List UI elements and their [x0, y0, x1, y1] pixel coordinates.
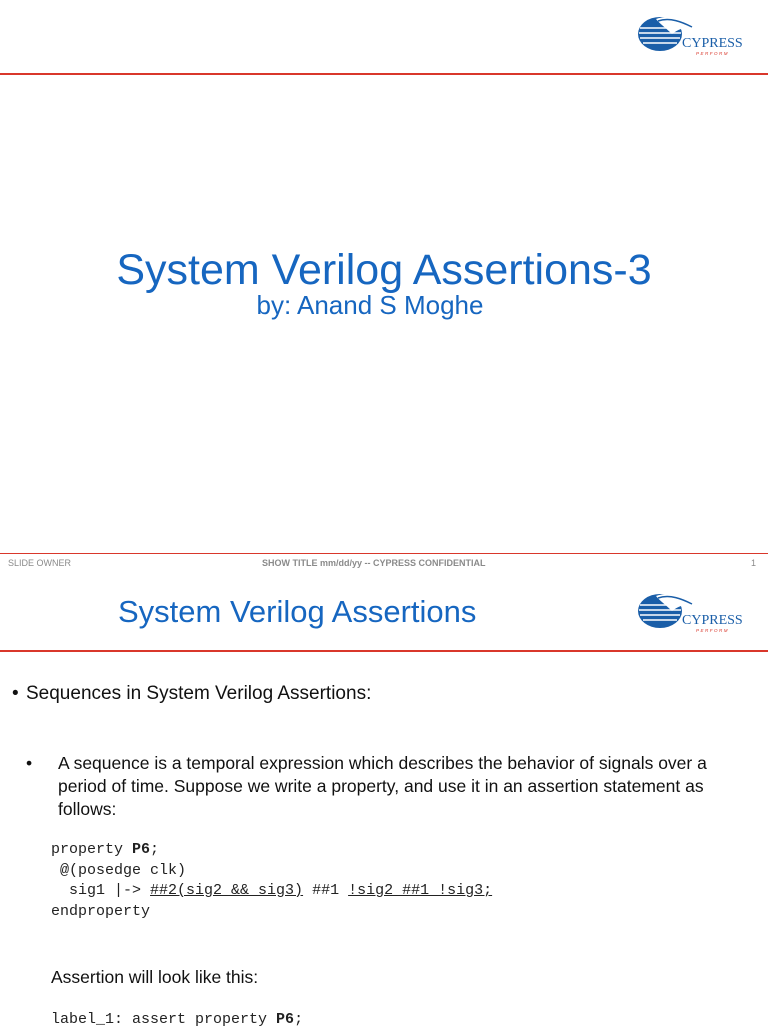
- svg-text:PERFORM: PERFORM: [696, 628, 729, 633]
- header-rule: [0, 650, 768, 652]
- page-number: 1: [750, 558, 756, 568]
- cypress-logo: [636, 14, 743, 56]
- slide-subtitle: by: Anand S Moghe: [256, 290, 484, 320]
- slide-2: [0, 578, 768, 1028]
- header-rule: [0, 73, 768, 75]
- slide-title: System Verilog Assertions-3: [116, 246, 652, 294]
- slide-footer: [0, 553, 768, 579]
- bullet-item: • Sequences in System Verilog Assertions:: [12, 683, 372, 704]
- cypress-logo: [636, 591, 743, 633]
- assertion-label: Assertion will look like this:: [51, 967, 259, 987]
- assert-code: label_1: assert property P6;: [51, 1011, 304, 1028]
- code-block: property P6; @(posedge clk) sig1 |-> ##2(sig2 && sig3) ##1 !sig2 ##1 !sig3; endproperty: [51, 841, 493, 920]
- footer-owner: SLIDE OWNER: [8, 558, 72, 568]
- logo-text: CYPRESS: [682, 36, 743, 51]
- footer-confidential: SHOW TITLE mm/dd/yy -- CYPRESS CONFIDENTIAL: [262, 558, 486, 568]
- svg-text:PERFORM: PERFORM: [696, 51, 729, 56]
- logo-text: CYPRESS: [682, 613, 743, 628]
- sub-bullet-item: • A sequence is a temporal expression which describes the behavior of signals over a period of time. Suppose we write a property, and use it in an assertion statement as follows:: [26, 753, 707, 819]
- slide-title: System Verilog Assertions: [118, 594, 477, 629]
